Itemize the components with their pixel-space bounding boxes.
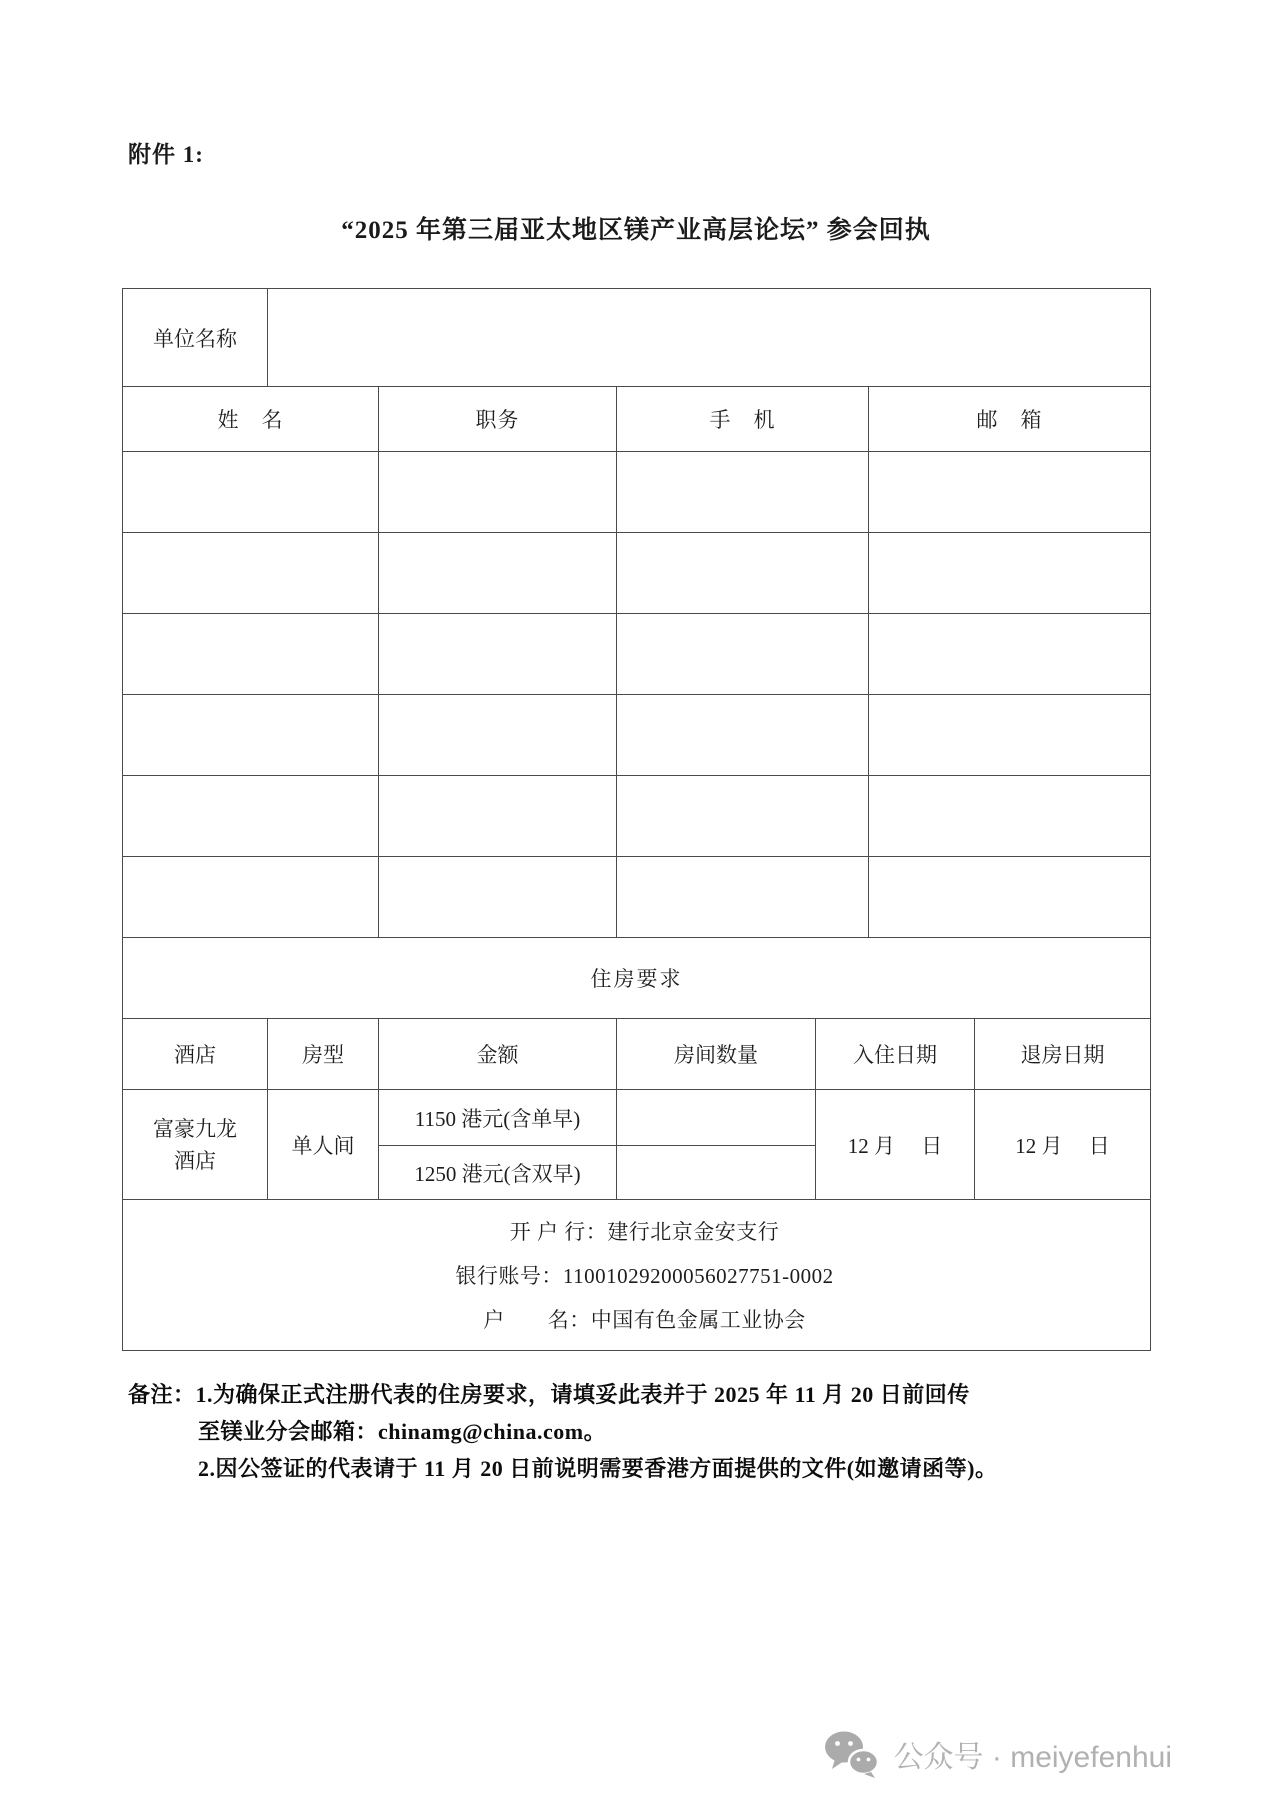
empty-position-cell [379, 776, 617, 857]
attachment-label: 附件 1: [128, 142, 204, 167]
header-mobile: 手 机 [617, 387, 869, 452]
empty-name-cell [123, 695, 379, 776]
empty-mobile-cell [617, 695, 869, 776]
bank-name-line: 开 户 行：建行北京金安支行 [509, 1220, 780, 1244]
empty-name-cell [123, 776, 379, 857]
room-count2-cell [617, 1146, 816, 1200]
notes-line1-text: 1.为确保正式注册代表的住房要求，请填妥此表并于 2025 年 11 月 20 日前回传 [195, 1382, 970, 1407]
header-room-count: 房间数量 [617, 1019, 816, 1090]
empty-name-cell [123, 614, 379, 695]
attendee-header-row [123, 387, 1151, 452]
bank-account-line: 银行账号：11001029200056027751-0002 [455, 1264, 834, 1288]
header-email: 邮 箱 [869, 387, 1151, 452]
empty-position-cell [379, 614, 617, 695]
checkin-date-cell: 12 月 日 [816, 1090, 975, 1200]
header-name: 姓 名 [123, 387, 379, 452]
wechat-logo-icon [824, 1730, 880, 1778]
price-option2-cell: 1250 港元(含双早) [379, 1146, 617, 1200]
empty-mobile-cell [617, 533, 869, 614]
empty-name-cell [123, 452, 379, 533]
unit-name-row [123, 289, 1151, 387]
housing-section-row [123, 938, 1151, 1019]
notes-block [128, 1376, 1173, 1487]
empty-position-cell [379, 857, 617, 938]
empty-mobile-cell [617, 776, 869, 857]
wechat-watermark-text: 公众号 · meiyefenhui [893, 1741, 1172, 1774]
empty-email-cell [869, 614, 1151, 695]
header-checkin: 入住日期 [816, 1019, 975, 1090]
empty-name-cell [123, 533, 379, 614]
unit-name-label: 单位名称 [123, 289, 268, 387]
empty-mobile-cell [617, 857, 869, 938]
empty-attendee-row [123, 533, 1151, 614]
registration-form-table [122, 288, 1151, 1351]
empty-attendee-row [123, 695, 1151, 776]
notes-line1 [128, 1376, 1173, 1413]
empty-attendee-row [123, 776, 1151, 857]
empty-attendee-row [123, 452, 1151, 533]
bank-info-cell [123, 1200, 1151, 1351]
header-position: 职务 [379, 387, 617, 452]
bank-info-row [123, 1200, 1151, 1351]
empty-email-cell [869, 776, 1151, 857]
empty-email-cell [869, 695, 1151, 776]
bank-holder-line: 户 名：中国有色金属工业协会 [483, 1308, 806, 1332]
empty-email-cell [869, 533, 1151, 614]
empty-attendee-row [123, 614, 1151, 695]
checkout-date-cell: 12 月 日 [975, 1090, 1151, 1200]
empty-name-cell [123, 857, 379, 938]
header-amount: 金额 [379, 1019, 617, 1090]
empty-position-cell [379, 452, 617, 533]
notes-line2: 至镁业分会邮箱：chinamg@china.com。 [198, 1419, 607, 1444]
empty-position-cell [379, 695, 617, 776]
empty-position-cell [379, 533, 617, 614]
header-checkout: 退房日期 [975, 1019, 1151, 1090]
empty-mobile-cell [617, 452, 869, 533]
room-count1-cell [617, 1090, 816, 1146]
empty-email-cell [869, 857, 1151, 938]
housing-section-title: 住房要求 [123, 938, 1151, 1019]
empty-mobile-cell [617, 614, 869, 695]
housing-header-row [123, 1019, 1151, 1090]
notes-line3: 2.因公签证的代表请于 11 月 20 日前说明需要香港方面提供的文件(如邀请函等)。 [198, 1456, 998, 1481]
notes-label: 备注： [128, 1382, 196, 1407]
header-room-type: 房型 [268, 1019, 379, 1090]
hotel-name-line2: 酒店 [174, 1148, 216, 1173]
unit-name-value-cell [268, 289, 1151, 387]
page-title: “2025 年第三届亚太地区镁产业高层论坛” 参会回执 [341, 217, 931, 244]
hotel-name-cell [123, 1090, 268, 1200]
wechat-watermark [824, 1730, 1172, 1778]
price-option1-cell: 1150 港元(含单早) [379, 1090, 617, 1146]
hotel-name-line1: 富豪九龙 [153, 1116, 237, 1141]
hotel-row-price1 [123, 1090, 1151, 1146]
room-type-cell: 单人间 [268, 1090, 379, 1200]
header-hotel: 酒店 [123, 1019, 268, 1090]
empty-attendee-row [123, 857, 1151, 938]
empty-email-cell [869, 452, 1151, 533]
